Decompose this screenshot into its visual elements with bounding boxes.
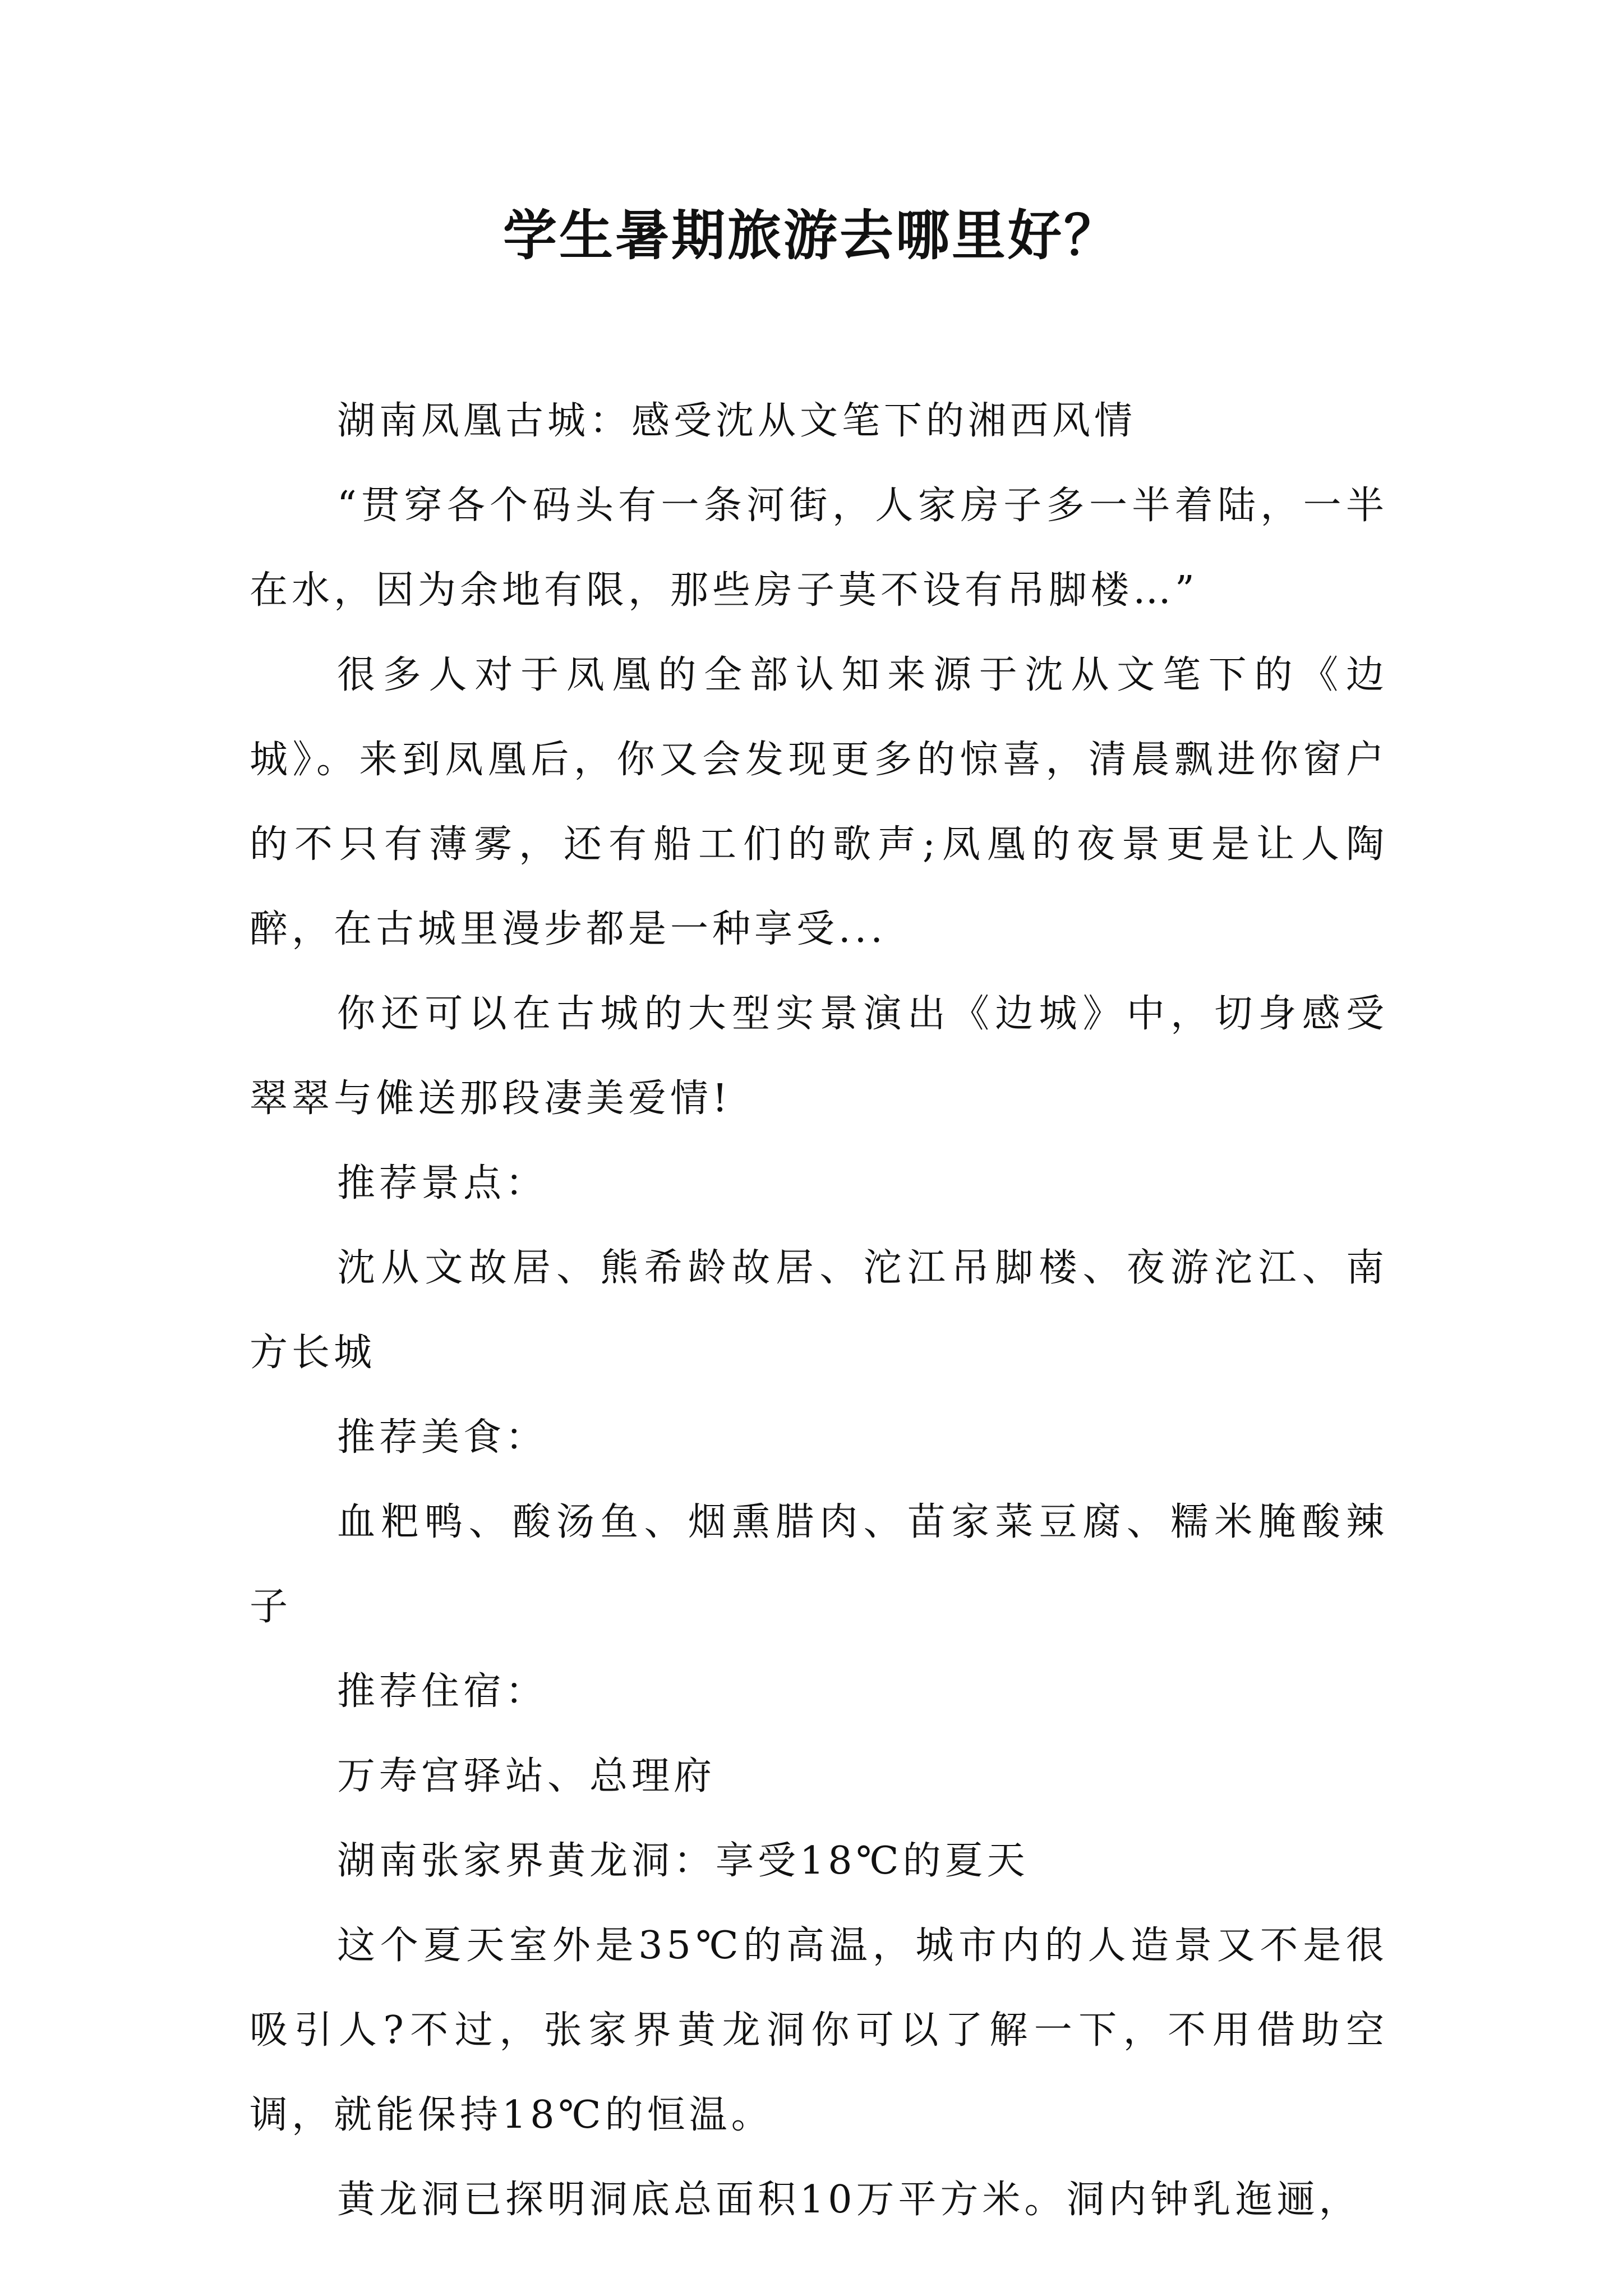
- section-heading-huanglongdong: 湖南张家界黄龙洞：享受18℃的夏天: [337, 1839, 1029, 1883]
- section-heading-fenghuang: 湖南凤凰古城：感受沈从文笔下的湘西风情: [337, 399, 1137, 443]
- page-title: 学生暑期旅游去哪里好？: [503, 204, 1120, 267]
- paragraph: 很多人对于凤凰的全部认知来源于沈从文笔下的《边城》。来到凤凰后，你又会发现更多的惊喜，清晨飘进你窗户的不只有薄雾，还有船工们的歌声;凤凰的夜景更是让人陶醉，在古城里漫步都是一种享受...: [250, 653, 1388, 951]
- attractions-list: 沈从文故居、熊希龄故居、沱江吊脚楼、夜游沱江、南方长城: [250, 1246, 1388, 1375]
- quote-paragraph: “贯穿各个码头有一条河街，人家房子多一半着陆，一半在水，因为余地有限，那些房子莫不设有吊脚楼…”: [250, 484, 1388, 613]
- paragraph: 你还可以在古城的大型实景演出《边城》中，切身感受翠翠与傩送那段凄美爱情!: [250, 992, 1388, 1121]
- recommend-label-attractions: 推荐景点：: [337, 1161, 548, 1205]
- paragraph: 这个夏天室外是35℃的高温，城市内的人造景又不是很吸引人?不过，张家界黄龙洞你可以了解一下，不用借助空调，就能保持18℃的恒温。: [250, 1924, 1388, 2137]
- recommend-label-food: 推荐美食：: [337, 1415, 548, 1460]
- paragraph: 黄龙洞已探明洞底总面积10万平方米。洞内钟乳迤逦，: [337, 2178, 1361, 2222]
- document-body: [250, 379, 1388, 2242]
- recommend-label-lodging: 推荐住宿：: [337, 1669, 548, 1714]
- lodging-list: 万寿宫驿站、总理府: [337, 1754, 716, 1798]
- food-list: 血粑鸭、酸汤鱼、烟熏腊肉、苗家菜豆腐、糯米腌酸辣子: [250, 1500, 1388, 1629]
